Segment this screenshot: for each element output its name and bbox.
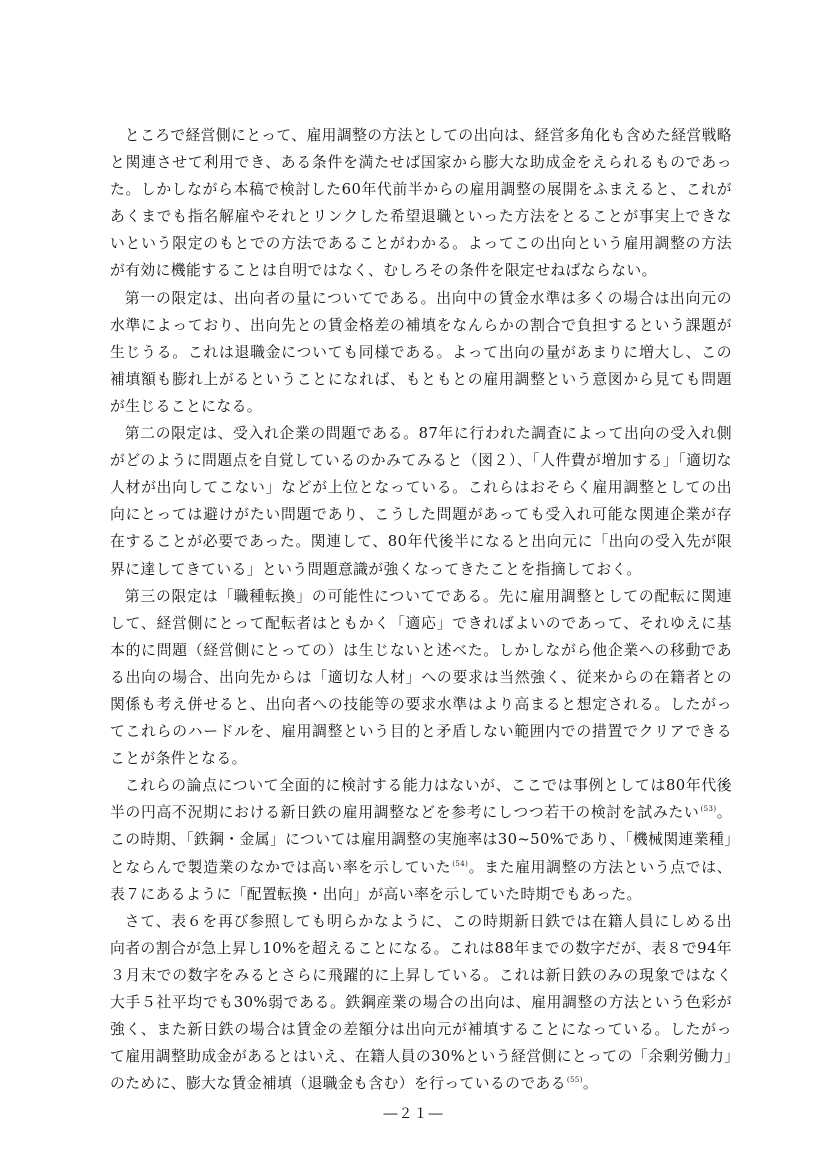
paragraph-5 xyxy=(110,772,732,907)
paragraph-6-text-a: さて、表６を再び参照しても明らかなように、この時期新日鉄では在籍人員にしめる出向者の割合が急上昇し10%を超えることになる。これは88年までの数字だが、表８で94年３月末での数字をみるとさらに飛躍的に上昇している。これは新日鉄のみの現象ではなく大手５社平均でも30%弱である。鉄鋼産業の場合の出向は、雇用調整の方法という色彩が強く、また新日鉄の場合は賃金の差額分は出向元が補填することになっている。したがって雇用調整助成金があるとはいえ、在籍人員の30%という経営側にとっての「余剰労働力」のために、膨大な賃金補填（退職金も含む）を行っているのである xyxy=(110,912,732,1093)
paragraph-3-text: 第二の限定は、受入れ企業の問題である。87年に行われた調査によって出向の受入れ側がどのように問題点を自覚しているのかみてみると（図２）、「人件費が増加する」「適切な人材が出向してこない」などが上位となっている。これらはおそらく雇用調整としての出向にとっては避けがたい問題であり、こうした問題があっても受入れ可能な関連企業が存在することが必要であった。関連して、80年代後半になると出向元に「出向の受入先が限界に達してきている」という問題意識が強くなってきたことを指摘しておく。 xyxy=(110,425,732,578)
paragraph-4 xyxy=(110,583,732,773)
paragraph-2-text: 第一の限定は、出向者の量についてである。出向中の賃金水準は多くの場合は出向元の水準によっており、出向先との賃金格差の補填をなんらかの割合で負担するという課題が生じうる。これは退職金についても同様である。よって出向の量があまりに増大し、この補填額も膨れ上がるということになれば、もともとの雇用調整という意図から見ても問題が生じることになる。 xyxy=(110,289,732,415)
paragraph-6 xyxy=(110,908,732,1098)
page-body xyxy=(110,122,732,1097)
paragraph-4-text: 第三の限定は「職種転換」の可能性についてである。先に雇用調整としての配転に関連して、経営側にとって配転者はともかく「適応」できればよいのであって、それゆえに基本的に問題（経営側にとっての）は生じないと述べた。しかしながら他企業への移動である出向の場合、出向先からは「適切な人材」への要求は当然強く、従来からの在籍者との関係も考え併せると、出向者への技能等の要求水準はより高まると想定される。したがってこれらのハードルを、雇用調整という目的と矛盾しない範囲内での措置でクリアできることが条件となる。 xyxy=(110,587,732,768)
paragraph-1-text: ところで経営側にとって、雇用調整の方法としての出向は、経営多角化も含めた経営戦略と関連させて利用でき、ある条件を満たせば国家から膨大な助成金をえられるものであった。しかしながら本稿で検討した60年代前半からの雇用調整の展開をふまえると、これがあくまでも指名解雇やそれとリンクした希望退職といった方法をとることが事実上できないという限定のもとでの方法であることがわかる。よってこの出向という雇用調整の方法が有効に機能することは自明ではなく、むしろその条件を限定せねばならない。 xyxy=(110,127,732,280)
paragraph-6-text-b: 。 xyxy=(582,1075,599,1093)
paragraph-5-text-c: 。また雇用調整の方法という点では、表７にあるように「配置転換・出向」が高い率を示していた時期でもあった。 xyxy=(110,858,732,903)
footnote-ref-53: (53) xyxy=(700,805,717,814)
paragraph-5-text-b: 。この時期、「鉄鋼・金属」については雇用調整の実施率は30~50%であり、「機械関連業種」とならんで製造業のなかでは高い率を示していた xyxy=(110,804,732,876)
paragraph-1 xyxy=(110,122,732,285)
page-number: ―２１― xyxy=(383,1106,444,1122)
paragraph-3 xyxy=(110,420,732,583)
paragraph-5-text-a: これらの論点について全面的に検討する能力はないが、ここでは事例としては80年代後半の円高不況期における新日鉄の雇用調整などを参考にしつつ若干の検討を試みたい xyxy=(110,777,732,822)
footnote-ref-54: (54) xyxy=(452,859,469,868)
footnote-ref-55: (55) xyxy=(566,1076,583,1085)
paragraph-2 xyxy=(110,285,732,420)
